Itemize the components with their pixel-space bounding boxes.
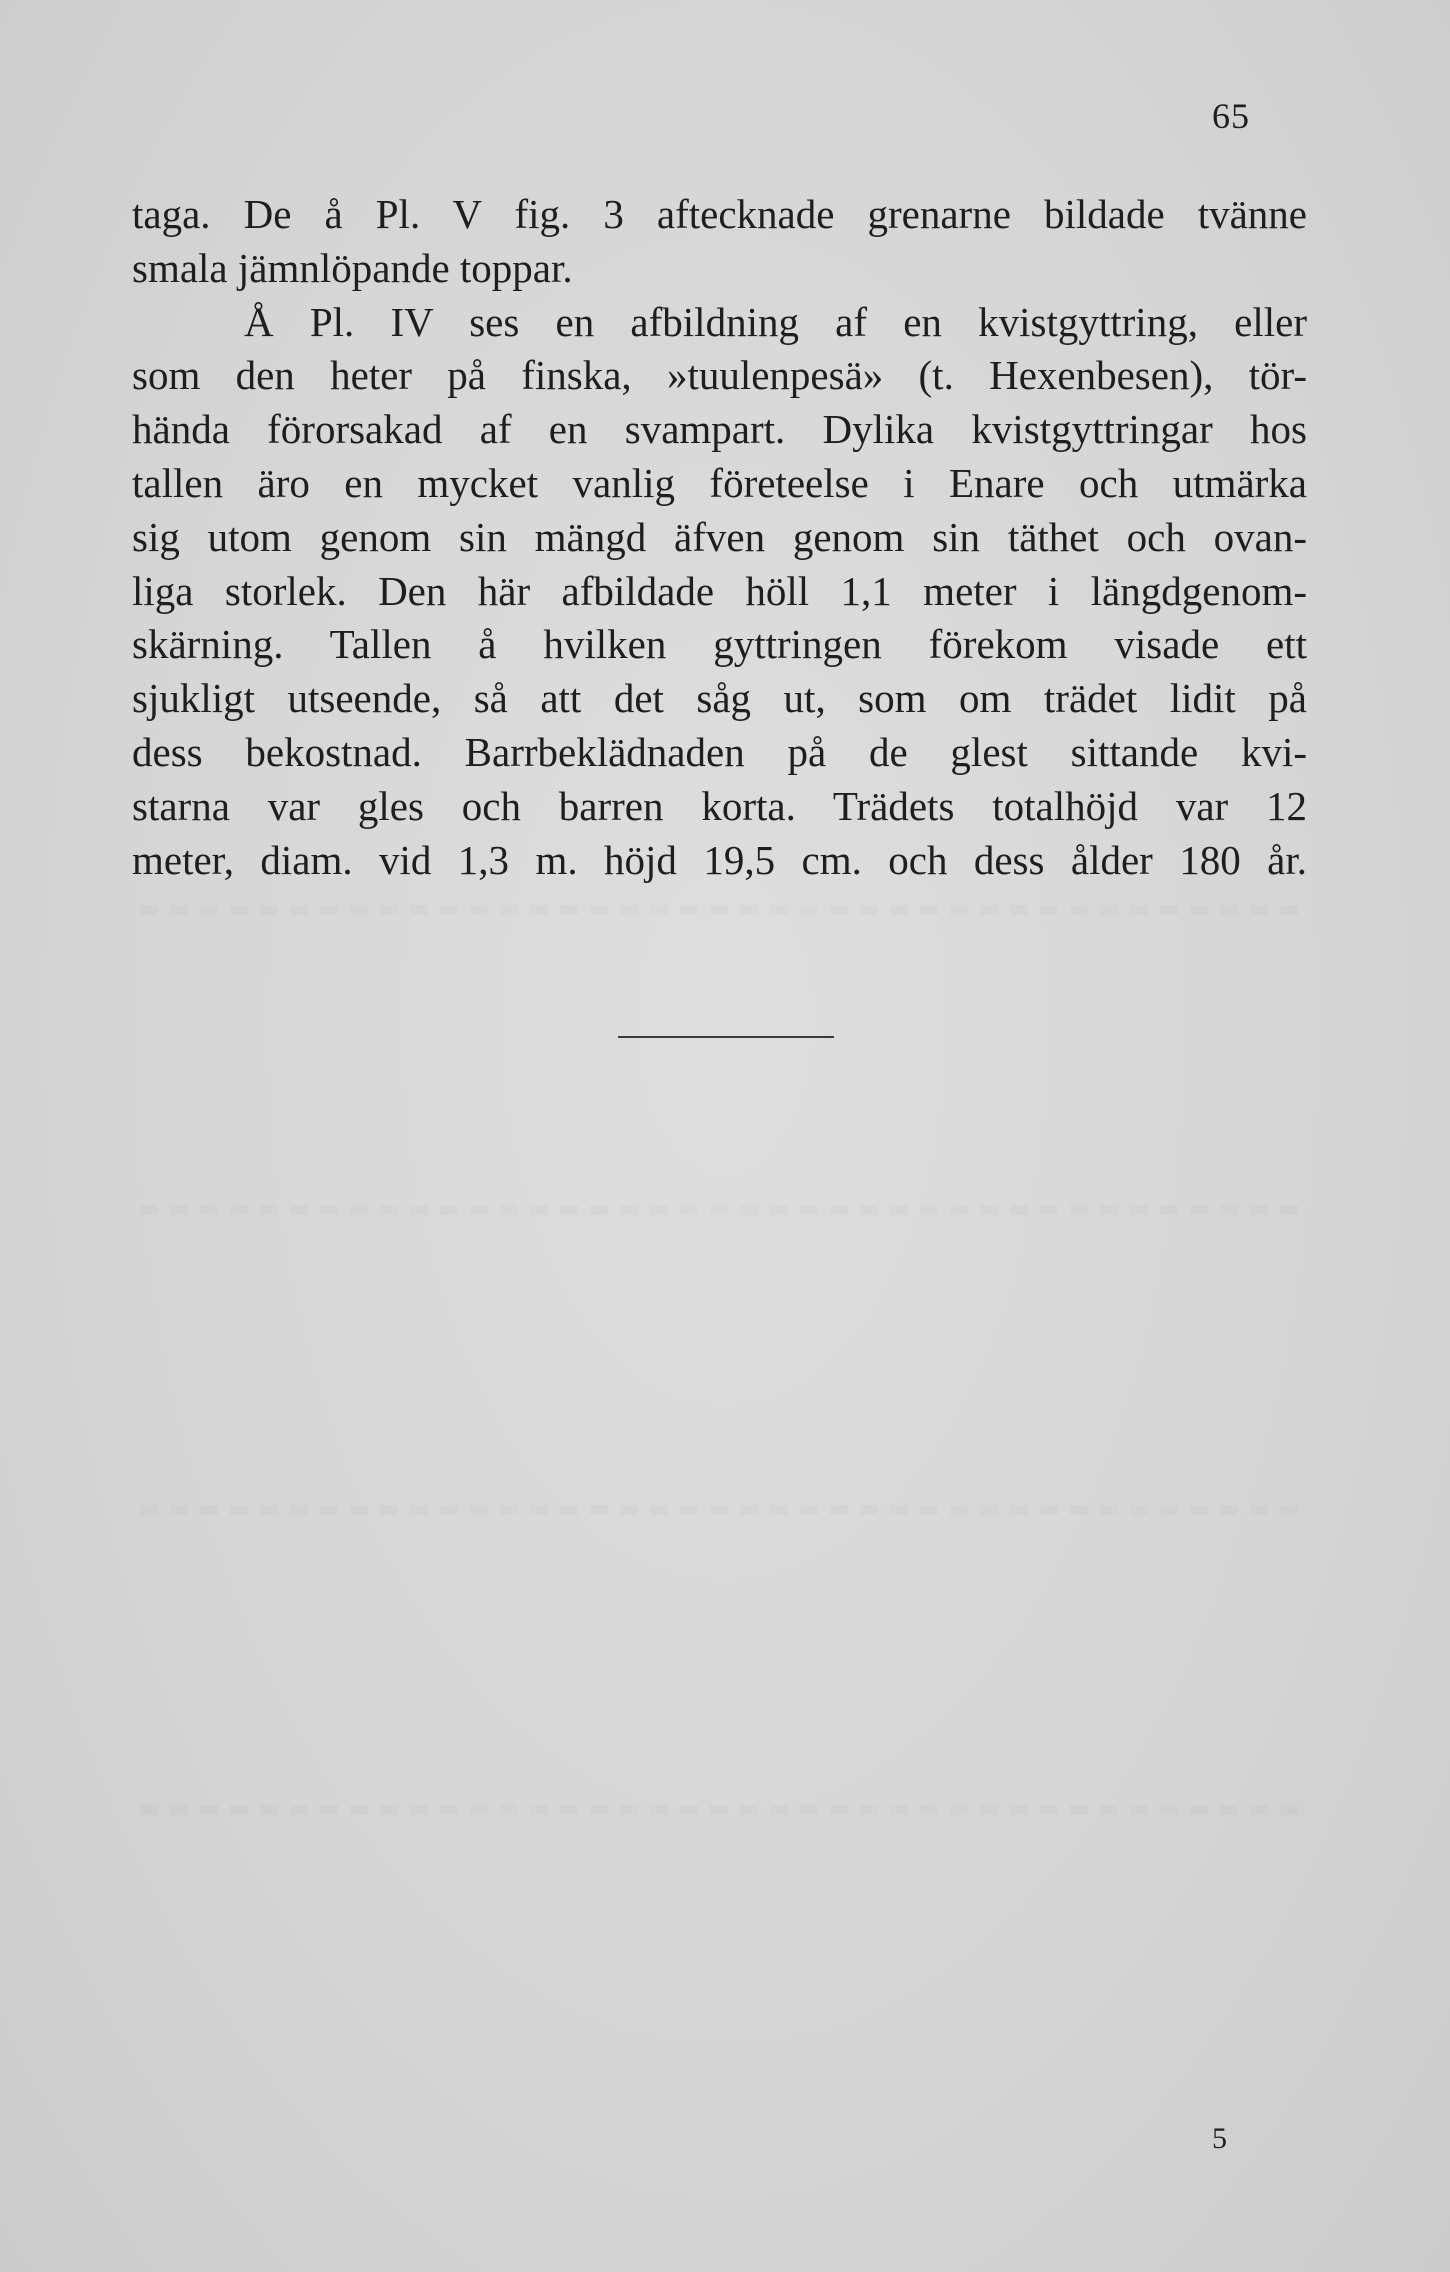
bleed-through-texture: [140, 1205, 1300, 1215]
text-line: dess bekostnad. Barrbeklädnaden på de glest sittande kvi-: [132, 728, 1307, 775]
page-number: 65: [1212, 96, 1250, 136]
text-line: tallen äro en mycket vanlig företeelse i Enare och utmärka: [132, 459, 1307, 506]
body-paragraphs: [132, 188, 1307, 887]
text-line: sig utom genom sin mängd äfven genom sin täthet och ovan-: [132, 513, 1307, 560]
text-line: meter, diam. vid 1,3 m. höjd 19,5 cm. och dess ålder 180 år.: [132, 836, 1307, 883]
text-line: smala jämnlöpande toppar.: [132, 244, 573, 291]
text-line: liga storlek. Den här afbildade höll 1,1 meter i längdgenom-: [132, 567, 1307, 614]
bleed-through-texture: [140, 1805, 1300, 1815]
section-divider: [618, 1036, 834, 1038]
text-line: taga. De å Pl. V fig. 3 aftecknade grenarne bildade tvänne: [132, 191, 1307, 237]
text-line: hända förorsakad af en svampart. Dylika kvistgyttringar hos: [132, 406, 1307, 453]
bleed-through-texture: [140, 905, 1300, 915]
text-line: starna var gles och barren korta. Trädets totalhöjd var 12: [132, 782, 1307, 829]
text-line: som den heter på finska, »tuulenpesä» (t. Hexenbesen), tör-: [132, 352, 1307, 399]
text-line: skärning. Tallen å hvilken gyttringen förekom visade ett: [132, 621, 1307, 668]
signature-mark: 5: [1212, 2122, 1227, 2155]
text-line: sjukligt utseende, så att det såg ut, som om trädet lidit på: [132, 675, 1307, 722]
text-line: Å Pl. IV ses en afbildning af en kvistgyttring, eller: [244, 298, 1307, 345]
bleed-through-texture: [140, 1505, 1300, 1515]
